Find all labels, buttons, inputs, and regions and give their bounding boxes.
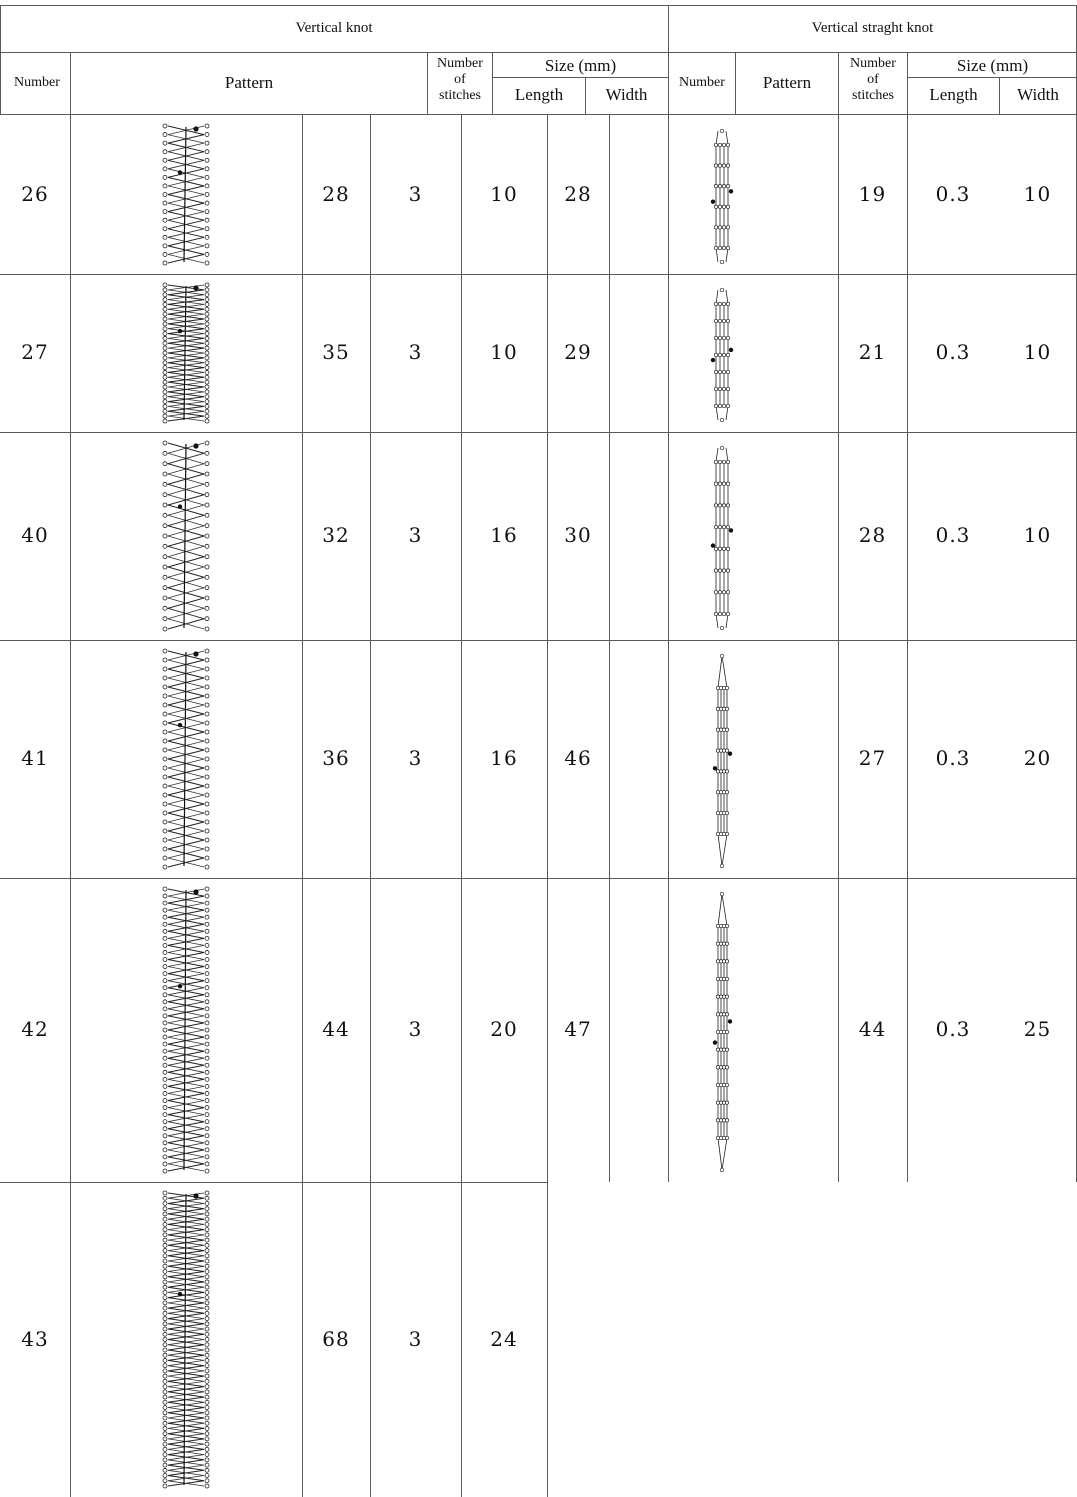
header-bottom-border [0,114,1077,115]
vertical-straight-knot-heading: Vertical straght knot [811,20,934,36]
vs-stitch-pattern [702,125,742,268]
vs-cell-stitches: 21 [858,340,887,364]
vk-length-width-line [585,77,586,115]
vertical-knot-heading: Vertical knot [295,20,373,36]
vk-cell-c6: 30 [564,523,592,547]
vk-cell-stitches: 44 [322,1017,350,1041]
vs-cell-length: 0.3 [935,1017,971,1041]
body-col-line-8 [907,115,908,1182]
vk-cell-c4: 3 [408,523,423,547]
vk-size-header: Size (mm) [544,56,617,75]
row-line-3 [0,640,1077,641]
vs-stitches-header-l3: stitches [852,88,894,103]
vs-stitches-header-l2: of [867,72,879,87]
vk-cell-c5: 16 [490,523,518,547]
section-divider-header [668,5,669,115]
vk-length-header: Length [514,85,564,104]
vk-stitch-pattern [160,1188,212,1491]
vs-size-header: Size (mm) [956,56,1029,75]
vs-cell-width: 10 [1023,181,1052,206]
vk-number-cell: 26 [21,181,49,206]
vs-cell-length: 0.3 [935,523,971,547]
body-col-line-1 [302,115,303,1497]
vk-cell-c5: 16 [490,746,518,770]
row-line-4 [0,878,1077,879]
header-col-line-4 [838,52,839,115]
vk-cell-c6: 46 [564,746,592,770]
left-border-header [0,5,1,115]
vk-stitches-header-l3: stitches [439,88,481,103]
body-col-line-0 [70,115,71,1497]
vs-cell-width: 10 [1023,523,1052,547]
vk-stitch-pattern [160,884,212,1176]
vs-cell-stitches: 19 [858,181,887,206]
vk-cell-stitches: 68 [322,1326,350,1351]
vs-cell-length: 0.3 [935,340,971,364]
vs-cell-width: 20 [1023,746,1052,770]
vk-cell-c5: 10 [490,181,518,206]
header-col-line-1 [427,52,428,115]
vk-stitch-pattern [160,280,212,426]
row-line-5 [0,1182,547,1183]
vk-cell-c6: 28 [564,181,592,206]
vs-length-width-line [999,77,1000,115]
vs-stitch-pattern [702,650,742,872]
row-line-2 [0,432,1077,433]
row-line-1 [0,274,1077,275]
vk-number-cell: 41 [21,746,49,770]
vk-pattern-header: Pattern [224,73,274,92]
vs-cell-stitches: 28 [858,523,887,547]
vs-cell-width: 25 [1023,1017,1052,1041]
vk-cell-stitches: 32 [322,523,350,547]
vk-cell-c4: 3 [408,1326,423,1351]
vk-width-header: Width [605,85,648,104]
header-divider [0,52,1077,53]
vk-cell-c4: 3 [408,746,423,770]
vk-cell-c4: 3 [408,1017,423,1041]
vk-stitches-header-l2: of [454,72,466,87]
body-col-line-5 [609,115,610,1182]
body-col-line-7 [838,115,839,1182]
vs-cell-width: 10 [1023,340,1052,364]
vs-size-subdivider [908,77,1077,78]
vk-cell-c6: 47 [564,1017,592,1041]
vk-stitch-pattern [160,121,212,268]
vk-stitch-pattern [160,438,212,634]
body-col-line-3 [461,115,462,1497]
vs-stitches-header-l1: Number [850,56,896,71]
body-col-line-2 [370,115,371,1497]
vk-cell-stitches: 28 [322,181,350,206]
vk-cell-c5: 24 [490,1326,518,1351]
vs-cell-length: 0.3 [935,181,971,206]
vk-cell-c5: 10 [490,340,518,364]
body-col-line-6 [668,115,669,1182]
header-col-line-0 [70,52,71,115]
vs-width-header: Width [1017,85,1059,104]
body-col-line-4 [547,115,548,1497]
vs-stitch-pattern [702,442,742,634]
vk-number-cell: 27 [21,340,49,364]
vk-cell-c6: 29 [564,340,592,364]
vs-length-header: Length [929,85,978,104]
vk-cell-c4: 3 [408,340,423,364]
vs-pattern-header: Pattern [762,73,812,92]
vs-stitch-pattern [702,888,742,1176]
vs-cell-stitches: 44 [858,1017,887,1041]
vs-stitch-pattern [702,284,742,426]
header-col-line-5 [907,52,908,115]
header-col-line-3 [735,52,736,115]
vk-number-cell: 43 [21,1326,49,1351]
vk-cell-c4: 3 [408,181,423,206]
top-border [0,5,1077,6]
vk-stitches-header-l1: Number [437,56,483,71]
vk-cell-stitches: 36 [322,746,350,770]
vk-cell-c5: 20 [490,1017,518,1041]
vk-number-cell: 42 [21,1017,49,1041]
vs-number-header: Number [679,75,725,90]
vk-size-subdivider [493,77,668,78]
vk-stitch-pattern [160,646,212,872]
vs-cell-stitches: 27 [858,746,887,770]
vk-number-header: Number [14,75,60,90]
vk-number-cell: 40 [21,523,49,547]
header-col-line-2 [492,52,493,115]
vk-cell-stitches: 35 [322,340,350,364]
vs-cell-length: 0.3 [935,746,971,770]
